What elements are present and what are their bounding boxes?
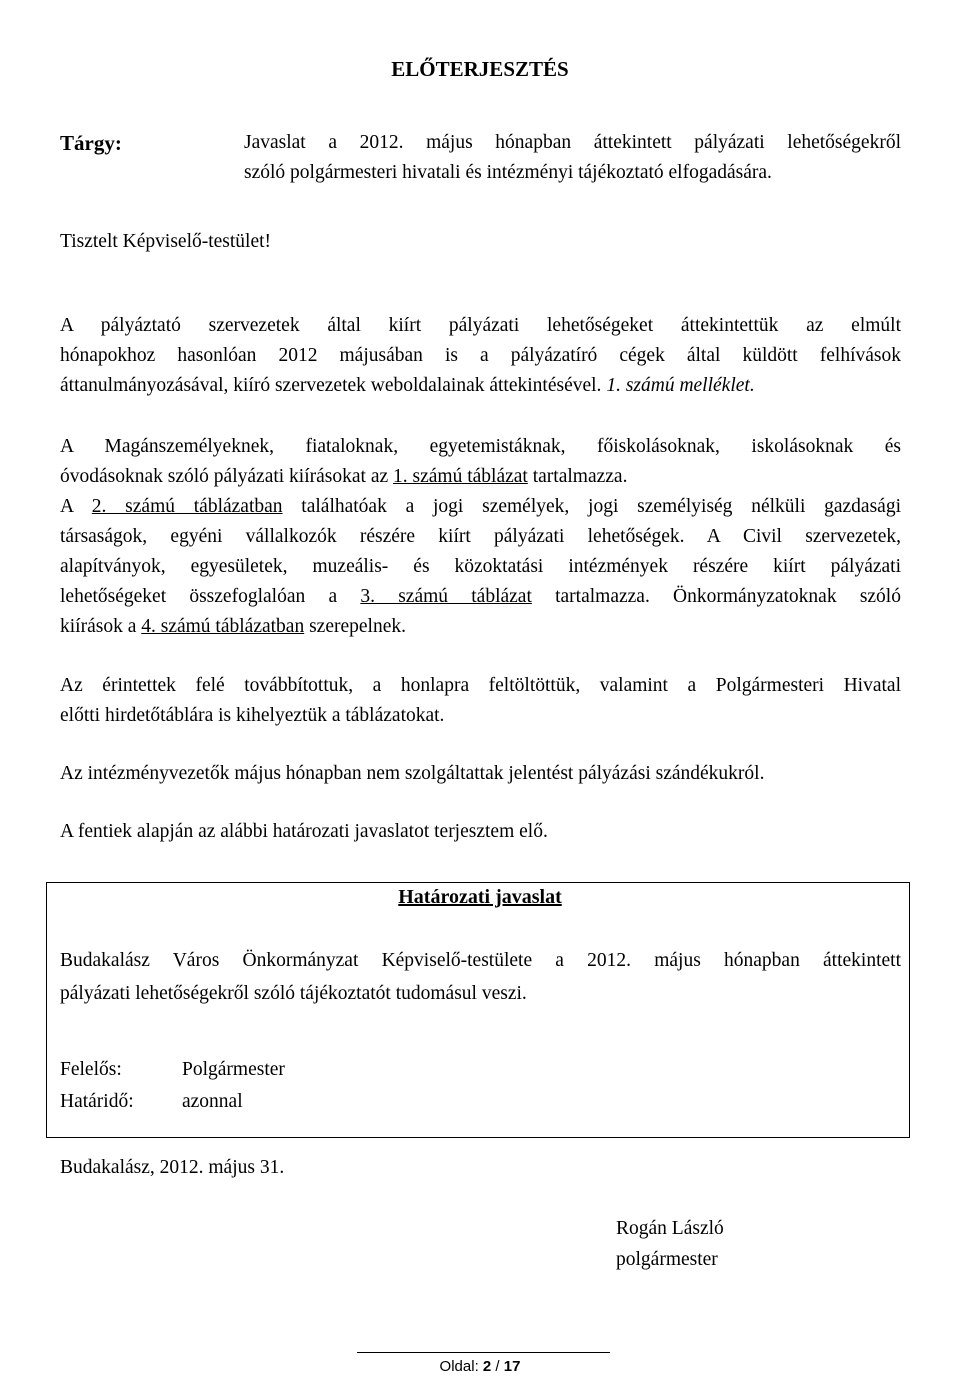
paragraph-proposal-intro xyxy=(60,817,901,847)
page-label: Oldal: xyxy=(439,1358,483,1375)
place-date: Budakalász, 2012. május 31. xyxy=(60,1157,285,1178)
page-current: 2 xyxy=(482,1358,492,1375)
text-segment: A xyxy=(60,496,92,517)
responsible-value: Polgármester xyxy=(182,1059,285,1080)
footer-divider xyxy=(357,1352,610,1353)
deadline-label: Határidő: xyxy=(60,1091,134,1112)
text-line: Budakalász Város Önkormányzat Képviselő-testülete a 2012. május hónapban áttekintett xyxy=(60,950,901,971)
table-reference-1: 1. számú táblázat xyxy=(393,466,528,487)
table-reference-4: 4. számú táblázatban xyxy=(141,616,305,637)
text-segment: áttanulmányozásával, kiíró szervezetek weboldalainak áttekintésével. xyxy=(60,375,602,396)
document-title: ELŐTERJESZTÉS xyxy=(391,57,569,81)
text-line xyxy=(60,612,901,642)
text-line: A Magánszemélyeknek, fiataloknak, egyetemistáknak, főiskolásoknak, iskolásoknak és xyxy=(60,436,901,457)
paragraph-individuals xyxy=(60,432,901,492)
text-segment: szerepelnek. xyxy=(304,616,406,637)
salutation: Tisztelt Képviselő-testület! xyxy=(60,231,272,252)
text-line: társaságok, egyéni vállalkozók részére kiírt pályázati lehetőségek. A Civil szervezetek, xyxy=(60,526,901,547)
responsible-label: Felelős: xyxy=(60,1059,122,1080)
text-line: előtti hirdetőtáblára is kihelyeztük a táblázatokat. xyxy=(60,705,445,726)
subject-text xyxy=(244,128,901,188)
text-line: Az intézményvezetők május hónapban nem szolgáltattak jelentést pályázási szándékukról. xyxy=(60,763,765,784)
text-segment: lehetőségeket összefoglalóan a xyxy=(60,586,361,607)
text-line: A fentiek alapján az alábbi határozati javaslatot terjesztem elő. xyxy=(60,821,548,842)
signer-name: Rogán László xyxy=(616,1218,724,1239)
text-line xyxy=(60,371,901,401)
text-segment: óvodásoknak szóló pályázati kiírásokat az xyxy=(60,466,394,487)
subject-label: Tárgy: xyxy=(60,131,122,155)
resolution-text xyxy=(60,944,901,1010)
signer-title: polgármester xyxy=(616,1249,718,1270)
resolution-box xyxy=(46,882,910,1138)
text-line xyxy=(60,462,901,492)
text-segment: találhatóak a jogi személyek, jogi személyiség nélküli gazdasági xyxy=(282,496,901,517)
paragraph-institutions xyxy=(60,759,901,789)
text-line: alapítványok, egyesületek, muzeális- és közoktatási intézmények részére kiírt pályázati xyxy=(60,556,901,577)
text-segment: tartalmazza. Önkormányzatoknak szóló xyxy=(531,586,901,607)
table-reference-2: 2. számú táblázatban xyxy=(91,496,283,517)
text-line xyxy=(60,492,901,522)
text-line: pályázati lehetőségekről szóló tájékoztatót tudomásul veszi. xyxy=(60,983,527,1004)
page-number xyxy=(0,1358,960,1375)
paragraph-review xyxy=(60,311,901,401)
resolution-title: Határozati javaslat xyxy=(398,886,562,908)
subject-line: szóló polgármesteri hivatali és intézményi tájékoztató elfogadására. xyxy=(244,162,772,183)
text-line xyxy=(60,582,901,612)
page-total: 17 xyxy=(503,1358,521,1375)
text-segment: kiírások a xyxy=(60,616,142,637)
paragraph-distribution xyxy=(60,671,901,731)
table-reference-3: 3. számú táblázat xyxy=(360,586,532,607)
subject-line: Javaslat a 2012. május hónapban áttekintett pályázati lehetőségekről xyxy=(244,132,901,153)
text-line: A pályáztató szervezetek által kiírt pályázati lehetőségeket áttekintettük az elmúlt xyxy=(60,315,901,336)
page-separator: / xyxy=(491,1358,504,1375)
deadline-value: azonnal xyxy=(182,1091,243,1112)
paragraph-organizations xyxy=(60,492,901,642)
attachment-reference: 1. számú melléklet. xyxy=(606,375,755,396)
text-line: hónapokhoz hasonlóan 2012 májusában is a pályázatíró cégek által küldött felhívások xyxy=(60,345,901,366)
text-line: Az érintettek felé továbbítottuk, a honlapra feltöltöttük, valamint a Polgármesteri Hivatal xyxy=(60,675,901,696)
text-segment: tartalmazza. xyxy=(527,466,628,487)
